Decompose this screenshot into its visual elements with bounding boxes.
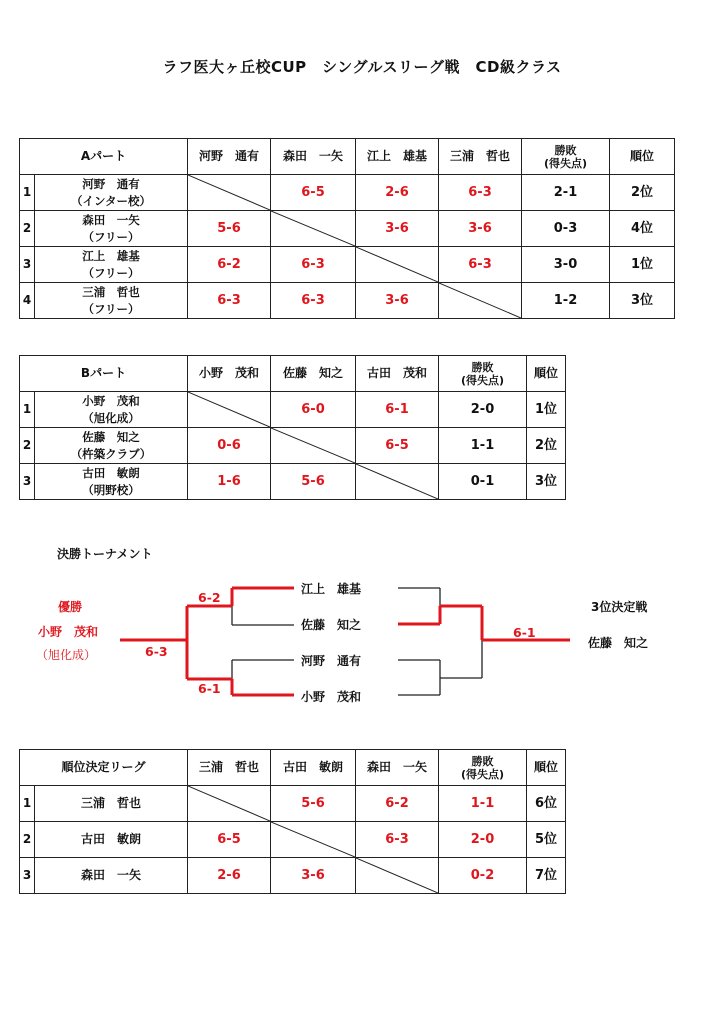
match-score: 5-6 <box>188 211 271 247</box>
win-loss-record: 1-1 <box>439 786 527 822</box>
match-score: 6-1 <box>356 392 439 428</box>
header-row <box>20 139 675 175</box>
tournament-label: 決勝トーナメント <box>57 547 153 561</box>
record-header-text: 勝敗 (得失点) <box>543 143 588 170</box>
win-loss-record: 3-0 <box>522 247 610 283</box>
table-row <box>20 392 566 428</box>
player-cell <box>35 283 188 319</box>
diagonal-slash <box>356 464 438 499</box>
player-team: （明野校） <box>82 482 140 497</box>
player-cell <box>35 247 188 283</box>
player-team: （インター校） <box>70 193 152 208</box>
player-team: （杵築クラブ） <box>70 446 152 461</box>
final-score: 6-3 <box>145 644 168 659</box>
match-score: 6-3 <box>439 247 522 283</box>
match-score: 3-6 <box>271 858 356 894</box>
third-place-label: 3位決定戦 <box>591 600 648 614</box>
self-match-cell <box>356 464 439 500</box>
rank-cell: 3位 <box>610 283 675 319</box>
player-name: 江上 雄基 <box>82 248 140 263</box>
match-score: 3-6 <box>439 211 522 247</box>
self-match-cell <box>356 858 439 894</box>
winner-name: 小野 茂和 <box>38 625 99 639</box>
match-score: 5-6 <box>271 786 356 822</box>
col-header-player: 三浦 哲也 <box>439 139 522 175</box>
league-b-title: Bパート <box>20 356 188 392</box>
player-name: 三浦 哲也 <box>82 284 140 299</box>
match-score: 6-2 <box>356 786 439 822</box>
col-header-record <box>439 750 527 786</box>
match-score: 5-6 <box>271 464 356 500</box>
self-match-cell <box>188 786 271 822</box>
header-row <box>20 750 566 786</box>
win-loss-record: 2-0 <box>439 822 527 858</box>
league-a-table <box>19 138 675 319</box>
rank-cell: 5位 <box>527 822 566 858</box>
diagonal-slash <box>271 211 355 246</box>
player-name: 古田 敏朗 <box>82 465 140 480</box>
self-match-cell <box>271 428 356 464</box>
col-header-rank: 順位 <box>610 139 675 175</box>
rank-cell: 1位 <box>527 392 566 428</box>
win-loss-record: 1-2 <box>522 283 610 319</box>
self-match-cell <box>271 211 356 247</box>
player-cell <box>35 464 188 500</box>
player-team: （フリー） <box>82 229 140 244</box>
col-header-player: 森田 一矢 <box>356 750 439 786</box>
row-number: 3 <box>20 247 35 283</box>
col-header-player: 佐藤 知之 <box>271 356 356 392</box>
player-team: （フリー） <box>82 265 140 280</box>
table-row <box>20 283 675 319</box>
win-loss-record: 0-2 <box>439 858 527 894</box>
rank-cell: 4位 <box>610 211 675 247</box>
table-row <box>20 858 566 894</box>
table-row <box>20 428 566 464</box>
table-row <box>20 175 675 211</box>
diagonal-slash <box>271 428 355 463</box>
diagonal-slash <box>356 247 438 282</box>
win-loss-record: 2-0 <box>439 392 527 428</box>
row-number: 2 <box>20 822 35 858</box>
col-header-player: 河野 通有 <box>188 139 271 175</box>
row-number: 3 <box>20 858 35 894</box>
col-header-player: 古田 茂和 <box>356 356 439 392</box>
match-score: 6-3 <box>439 175 522 211</box>
bracket-player-4: 小野 茂和 <box>301 690 362 704</box>
page-title: ラフ医大ヶ丘校CUP シングルスリーグ戦 CD級クラス <box>162 58 562 76</box>
col-header-record <box>439 356 527 392</box>
match-score: 6-5 <box>356 428 439 464</box>
col-header-player: 小野 茂和 <box>188 356 271 392</box>
player-name: 佐藤 知之 <box>82 429 140 444</box>
record-header-text: 勝敗 (得失点) <box>460 360 505 387</box>
record-header-text: 勝敗 (得失点) <box>460 754 505 781</box>
self-match-cell <box>439 283 522 319</box>
table-row <box>20 786 566 822</box>
self-match-cell <box>356 247 439 283</box>
player-cell <box>35 392 188 428</box>
col-header-player: 森田 一矢 <box>271 139 356 175</box>
diagonal-slash <box>188 392 270 427</box>
bracket-player-2: 佐藤 知之 <box>301 618 362 632</box>
table-row <box>20 464 566 500</box>
placement-league-table <box>19 749 566 894</box>
match-score: 6-3 <box>271 283 356 319</box>
win-loss-record: 0-3 <box>522 211 610 247</box>
header-row <box>20 356 566 392</box>
col-header-rank: 順位 <box>527 750 566 786</box>
match-score: 3-6 <box>356 283 439 319</box>
bracket-player-1: 江上 雄基 <box>301 582 362 596</box>
win-loss-record: 0-1 <box>439 464 527 500</box>
row-number: 4 <box>20 283 35 319</box>
player-name: 古田 敏朗 <box>35 822 188 858</box>
player-name: 小野 茂和 <box>82 393 140 408</box>
match-score: 3-6 <box>356 211 439 247</box>
placement-title: 順位決定リーグ <box>20 750 188 786</box>
third-place-score: 6-1 <box>513 625 536 640</box>
match-score: 6-5 <box>188 822 271 858</box>
rank-cell: 2位 <box>527 428 566 464</box>
winner-team: （旭化成） <box>36 648 97 662</box>
row-number: 1 <box>20 786 35 822</box>
player-team: （旭化成） <box>82 410 140 425</box>
match-score: 2-6 <box>356 175 439 211</box>
league-a-title: Aパート <box>20 139 188 175</box>
col-header-player: 古田 敏朗 <box>271 750 356 786</box>
table-row <box>20 822 566 858</box>
self-match-cell <box>188 175 271 211</box>
league-b-table <box>19 355 566 500</box>
diagonal-slash <box>439 283 521 318</box>
player-team: （フリー） <box>82 301 140 316</box>
winner-label: 優勝 <box>58 600 83 614</box>
diagonal-slash <box>271 822 355 857</box>
row-number: 2 <box>20 211 35 247</box>
win-loss-record: 2-1 <box>522 175 610 211</box>
row-number: 1 <box>20 392 35 428</box>
col-header-player: 三浦 哲也 <box>188 750 271 786</box>
rank-cell: 3位 <box>527 464 566 500</box>
rank-cell: 7位 <box>527 858 566 894</box>
player-name: 森田 一矢 <box>82 212 140 227</box>
semi-score-2: 6-1 <box>198 681 221 696</box>
table-row <box>20 211 675 247</box>
bracket-player-3: 河野 通有 <box>301 654 362 668</box>
row-number: 1 <box>20 175 35 211</box>
diagonal-slash <box>188 786 270 821</box>
match-score: 6-3 <box>271 247 356 283</box>
match-score: 6-5 <box>271 175 356 211</box>
match-score: 6-3 <box>356 822 439 858</box>
col-header-record <box>522 139 610 175</box>
player-cell <box>35 211 188 247</box>
diagonal-slash <box>188 175 270 210</box>
match-score: 0-6 <box>188 428 271 464</box>
match-score: 6-0 <box>271 392 356 428</box>
col-header-rank: 順位 <box>527 356 566 392</box>
col-header-player: 江上 雄基 <box>356 139 439 175</box>
match-score: 6-2 <box>188 247 271 283</box>
player-cell <box>35 428 188 464</box>
row-number: 3 <box>20 464 35 500</box>
player-name: 河野 通有 <box>82 176 140 191</box>
rank-cell: 2位 <box>610 175 675 211</box>
rank-cell: 1位 <box>610 247 675 283</box>
diagonal-slash <box>356 858 438 893</box>
win-loss-record: 1-1 <box>439 428 527 464</box>
match-score: 1-6 <box>188 464 271 500</box>
rank-cell: 6位 <box>527 786 566 822</box>
self-match-cell <box>271 822 356 858</box>
match-score: 2-6 <box>188 858 271 894</box>
player-name: 森田 一矢 <box>35 858 188 894</box>
self-match-cell <box>188 392 271 428</box>
semi-score-1: 6-2 <box>198 590 221 605</box>
table-row <box>20 247 675 283</box>
player-name: 三浦 哲也 <box>35 786 188 822</box>
row-number: 2 <box>20 428 35 464</box>
player-cell <box>35 175 188 211</box>
third-place-winner: 佐藤 知之 <box>588 636 649 650</box>
match-score: 6-3 <box>188 283 271 319</box>
